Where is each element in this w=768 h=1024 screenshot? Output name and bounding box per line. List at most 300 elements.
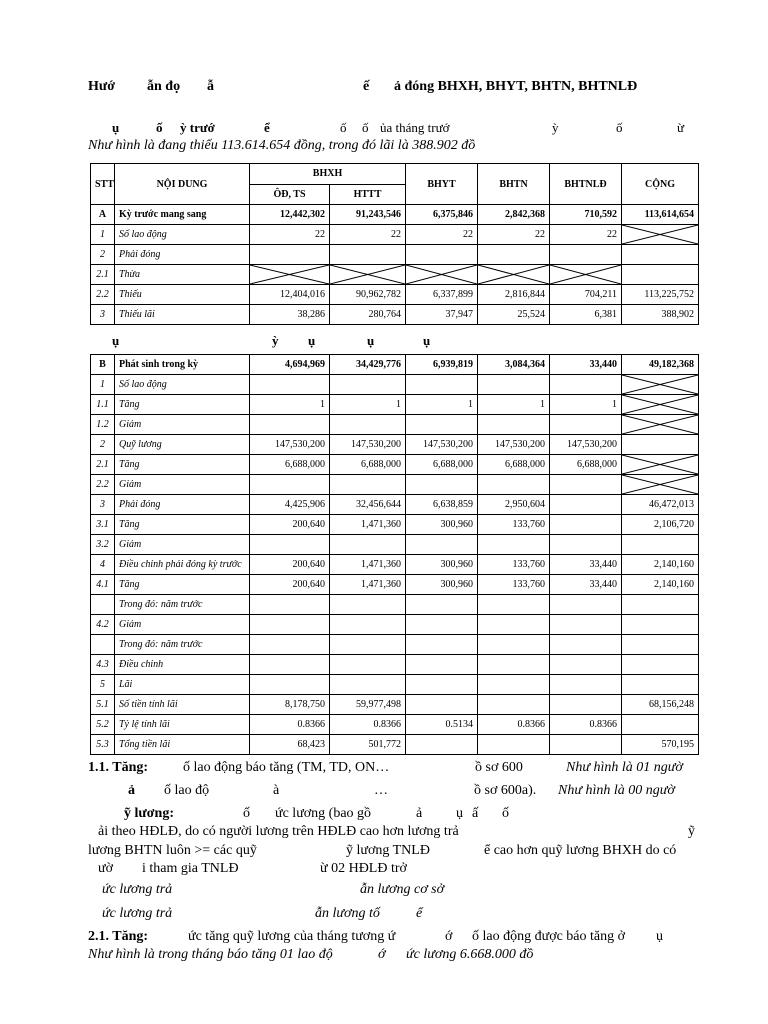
text-fragment: ức lương trả [102, 882, 173, 897]
text-fragment: ỹ lương TNLĐ [346, 843, 430, 858]
cell-label: Giảm [115, 475, 250, 495]
cell-label: Số lao động [115, 225, 250, 245]
table-row [91, 205, 699, 225]
cell-stt: 5.1 [91, 695, 115, 715]
cell-value: 25,524 [478, 305, 550, 325]
cell-label: Giảm [115, 615, 250, 635]
cell-value: 12,442,302 [250, 205, 330, 225]
text-fragment: ấ [472, 806, 479, 821]
cell-value [622, 435, 699, 455]
title-fragment: ẫn đọ [147, 79, 181, 94]
cell-value [622, 675, 699, 695]
cell-value: 0.8366 [250, 715, 330, 735]
para-quy-luong-line-2 [88, 824, 700, 842]
cell-value: 147,530,200 [550, 435, 622, 455]
cell-value [550, 695, 622, 715]
cell-crossed-out [250, 265, 330, 285]
cell-label: Trong đó: năm trước [115, 635, 250, 655]
text-fragment: ể cao hơn quỹ lương BHXH do có [484, 843, 677, 858]
cell-label: Tăng [115, 515, 250, 535]
cell-value: 6,688,000 [330, 455, 406, 475]
cell-value [550, 595, 622, 615]
cell-value [550, 245, 622, 265]
cell-value [550, 515, 622, 535]
cell-value: 33,440 [550, 575, 622, 595]
cell-value [330, 535, 406, 555]
cell-value: 147,530,200 [250, 435, 330, 455]
cell-stt: 5 [91, 675, 115, 695]
header-od-ts: ÔĐ, TS [250, 184, 330, 205]
cell-value: 133,760 [478, 515, 550, 535]
text-fragment: ớ [378, 947, 386, 962]
cell-value: 2,842,368 [478, 205, 550, 225]
cell-stt: 3.2 [91, 535, 115, 555]
cell-value [406, 655, 478, 675]
cell-value: 200,640 [250, 575, 330, 595]
cell-value [478, 415, 550, 435]
cell-value [622, 635, 699, 655]
table-row [91, 515, 699, 535]
para-1-1-line-1 [88, 760, 683, 776]
text-fragment: ẫn lương tố [315, 906, 380, 921]
cell-value [250, 535, 330, 555]
cell-value [478, 595, 550, 615]
cell-stt [91, 635, 115, 655]
cell-value: 33,440 [550, 555, 622, 575]
para-quy-luong-line-4 [88, 861, 688, 879]
cell-label: Kỳ trước mang sang [115, 205, 250, 225]
cell-stt: 2 [91, 245, 115, 265]
cell-value [478, 675, 550, 695]
cell-crossed-out [478, 265, 550, 285]
cell-value: 22 [330, 225, 406, 245]
text-fragment: à [273, 783, 280, 798]
table-row [91, 245, 699, 265]
cell-label: Thừa [115, 265, 250, 285]
cell-value [330, 415, 406, 435]
cell-value [406, 635, 478, 655]
cell-value [250, 595, 330, 615]
cell-label: Thiếu lãi [115, 305, 250, 325]
cell-label: Thiếu [115, 285, 250, 305]
heading-fragment: ố [156, 120, 163, 135]
cell-value [622, 715, 699, 735]
heading-fragment: ừ [677, 120, 685, 135]
text-fragment: i tham gia TNLĐ [142, 861, 239, 876]
text-fragment: ồ sơ 600 [475, 760, 523, 775]
cell-stt: A [91, 205, 115, 225]
text-fragment: … [374, 783, 388, 798]
header-stt: STT [91, 164, 115, 205]
title-fragment: ế [363, 79, 370, 94]
cell-value [550, 495, 622, 515]
cell-stt: 5.3 [91, 735, 115, 755]
cell-value: 1 [250, 395, 330, 415]
cell-value: 59,977,498 [330, 695, 406, 715]
cell-value: 6,337,899 [406, 285, 478, 305]
cell-value: 2,140,160 [622, 555, 699, 575]
cell-value [478, 615, 550, 635]
para-1-1-line-2 [88, 783, 688, 801]
para-quy-luong-line-3 [88, 843, 700, 861]
cell-value [250, 475, 330, 495]
heading-fragment: ỳ trướ [180, 120, 215, 135]
cell-label: Tăng [115, 575, 250, 595]
cell-stt: B [91, 355, 115, 375]
text-fragment: ố lao động được báo tăng ở [472, 929, 626, 944]
cell-value: 200,640 [250, 515, 330, 535]
header-bhtnld: BHTNLĐ [550, 164, 622, 205]
cell-value [406, 535, 478, 555]
table-row [91, 435, 699, 455]
cell-value [550, 375, 622, 395]
cell-label: Phải đóng [115, 245, 250, 265]
heading-fragment: ụ [308, 333, 316, 348]
cell-stt: 2.2 [91, 285, 115, 305]
cell-value: 0.5134 [406, 715, 478, 735]
cell-label: Tỷ lệ tính lãi [115, 715, 250, 735]
cell-label: Lãi [115, 675, 250, 695]
cell-value: 6,638,859 [406, 495, 478, 515]
cell-value [622, 245, 699, 265]
cell-value: 22 [478, 225, 550, 245]
cell-value: 2,816,844 [478, 285, 550, 305]
cell-label: Tăng [115, 455, 250, 475]
table-row [91, 735, 699, 755]
text-fragment: ớ [445, 929, 453, 944]
cell-value [406, 595, 478, 615]
para-quy-luong-line-1 [88, 806, 688, 824]
cell-value [550, 735, 622, 755]
para-label: ỹ lương: [124, 806, 174, 821]
table-row [91, 675, 699, 695]
text-fragment: ức lương 6.668.000 đồ [406, 947, 534, 962]
cell-stt [91, 595, 115, 615]
cell-value [330, 675, 406, 695]
para-label: 1.1. Tăng: [88, 760, 149, 775]
cell-value [330, 245, 406, 265]
cell-value [250, 635, 330, 655]
cell-value [622, 655, 699, 675]
cell-value: 6,688,000 [406, 455, 478, 475]
text-fragment: ể [416, 906, 423, 921]
cell-value [406, 675, 478, 695]
cell-value: 388,902 [622, 305, 699, 325]
table-row [91, 715, 699, 735]
cell-stt: 2.1 [91, 455, 115, 475]
cell-value: 22 [250, 225, 330, 245]
text-fragment: ố [243, 806, 250, 821]
cell-value [330, 375, 406, 395]
cell-value [406, 375, 478, 395]
cell-label: Tổng tiền lãi [115, 735, 250, 755]
cell-stt: 4.3 [91, 655, 115, 675]
cell-value [478, 635, 550, 655]
cell-value [250, 655, 330, 675]
text-fragment: ố [502, 806, 509, 821]
text-fragment: ườ [98, 861, 113, 876]
table-row [91, 615, 699, 635]
para-2-1-line-1 [88, 929, 688, 947]
text-fragment: Như hình là 00 ngườ [558, 783, 675, 798]
table-row [91, 495, 699, 515]
table-arising [90, 354, 699, 755]
cell-value: 6,375,846 [406, 205, 478, 225]
cell-value: 8,178,750 [250, 695, 330, 715]
cell-value [478, 655, 550, 675]
cell-crossed-out [330, 265, 406, 285]
cell-stt: 3.1 [91, 515, 115, 535]
heading-fragment: ể [264, 120, 270, 135]
table-row [91, 535, 699, 555]
cell-value: 12,404,016 [250, 285, 330, 305]
cell-value: 1 [550, 395, 622, 415]
text-fragment: ẫn lương cơ sở [360, 882, 445, 897]
header-bhxh: BHXH [250, 164, 406, 185]
cell-label: Phát sinh trong kỳ [115, 355, 250, 375]
cell-label: Quỹ lương [115, 435, 250, 455]
cell-value [406, 735, 478, 755]
cell-value [406, 415, 478, 435]
para-label: 2.1. Tăng: [88, 929, 149, 944]
text-fragment: ức lương trả [102, 906, 173, 921]
table-row [91, 695, 699, 715]
heading-fragment: ỳ [552, 120, 559, 135]
cell-value [478, 535, 550, 555]
cell-value [330, 635, 406, 655]
cell-stt: 5.2 [91, 715, 115, 735]
cell-stt: 4.2 [91, 615, 115, 635]
cell-value [478, 735, 550, 755]
heading-fragment: ụ [367, 333, 375, 348]
cell-value: 280,764 [330, 305, 406, 325]
cell-label: Số lao động [115, 375, 250, 395]
cell-value [406, 475, 478, 495]
title-fragment: Hướ [88, 79, 116, 94]
cell-label: Điều chỉnh [115, 655, 250, 675]
cell-value: 1 [478, 395, 550, 415]
cell-value [330, 615, 406, 635]
cell-value: 147,530,200 [330, 435, 406, 455]
text-fragment: ải theo HĐLĐ, do có người lương trên HĐLĐ cao hơn lương trả [98, 824, 459, 839]
cell-value: 38,286 [250, 305, 330, 325]
text-fragment: ỹ [688, 824, 695, 839]
text-fragment: ức tăng quỹ lương của tháng tương ứ [188, 929, 396, 944]
cell-value: 37,947 [406, 305, 478, 325]
text-fragment: ố lao động báo tăng (TM, TD, ON… [183, 760, 390, 775]
header-bhtn: BHTN [478, 164, 550, 205]
cell-value: 32,456,644 [330, 495, 406, 515]
cell-value: 6,688,000 [550, 455, 622, 475]
cell-stt: 2.2 [91, 475, 115, 495]
cell-label: Tăng [115, 395, 250, 415]
table-row [91, 455, 699, 475]
cell-value: 113,225,752 [622, 285, 699, 305]
table-row [91, 575, 699, 595]
cell-value: 1,471,360 [330, 575, 406, 595]
cell-value [330, 655, 406, 675]
cell-value: 300,960 [406, 515, 478, 535]
para-2-1-line-2 [88, 947, 688, 965]
cell-value: 1 [406, 395, 478, 415]
text-fragment: ừ 02 HĐLĐ trở [320, 861, 407, 876]
cell-value [622, 265, 699, 285]
cell-stt: 1.1 [91, 395, 115, 415]
cell-value [478, 245, 550, 265]
cell-label: Số tiền tính lãi [115, 695, 250, 715]
table-row [91, 225, 699, 245]
cell-stt: 3 [91, 495, 115, 515]
cell-stt: 4.1 [91, 575, 115, 595]
cell-value: 300,960 [406, 575, 478, 595]
table-row [91, 355, 699, 375]
header-httt: HTTT [330, 184, 406, 205]
heading-fragment: ỳ [272, 333, 279, 348]
cell-value [330, 595, 406, 615]
cell-value [250, 375, 330, 395]
heading-fragment: ố [362, 120, 369, 135]
cell-value [550, 615, 622, 635]
cell-crossed-out [406, 265, 478, 285]
heading-fragment: ố [340, 120, 347, 135]
header-cong: CỘNG [622, 164, 699, 205]
cell-stt: 4 [91, 555, 115, 575]
cell-value: 3,084,364 [478, 355, 550, 375]
text-fragment: ố lao độ [164, 783, 210, 798]
cell-value: 133,760 [478, 575, 550, 595]
cell-value: 2,140,160 [622, 575, 699, 595]
para-quy-luong-line-5 [88, 882, 688, 900]
cell-stt: 1 [91, 375, 115, 395]
text-fragment: ức lương (bao gồ [275, 806, 372, 821]
cell-value: 570,195 [622, 735, 699, 755]
cell-crossed-out [622, 225, 699, 245]
cell-value [250, 675, 330, 695]
cell-value: 46,472,013 [622, 495, 699, 515]
cell-value: 6,381 [550, 305, 622, 325]
cell-value [550, 475, 622, 495]
cell-value [478, 695, 550, 715]
table-row [91, 415, 699, 435]
cell-value: 147,530,200 [406, 435, 478, 455]
heading-fragment: ủa tháng trướ [380, 120, 450, 135]
table-a-body [91, 205, 699, 325]
cell-value [250, 615, 330, 635]
cell-value: 0.8366 [550, 715, 622, 735]
heading-fragment: ụ [112, 120, 120, 135]
cell-value: 68,156,248 [622, 695, 699, 715]
cell-value [550, 675, 622, 695]
cell-value [478, 475, 550, 495]
cell-value: 91,243,546 [330, 205, 406, 225]
cell-stt: 2.1 [91, 265, 115, 285]
heading-fragment: ụ [112, 333, 120, 348]
cell-value [406, 615, 478, 635]
table-row [91, 265, 699, 285]
para-quy-luong-line-6 [88, 906, 688, 924]
cell-stt: 1 [91, 225, 115, 245]
title-fragment: ả đóng BHXH, BHYT, BHTN, BHTNLĐ [394, 79, 638, 94]
text-fragment: ồ sơ 600a). [474, 783, 537, 798]
cell-value [406, 245, 478, 265]
table-row [91, 635, 699, 655]
cell-value: 0.8366 [330, 715, 406, 735]
cell-value: 22 [406, 225, 478, 245]
cell-value: 1,471,360 [330, 555, 406, 575]
cell-value [550, 635, 622, 655]
cell-value [406, 695, 478, 715]
cell-value [550, 655, 622, 675]
cell-crossed-out [622, 415, 699, 435]
cell-value: 6,688,000 [478, 455, 550, 475]
cell-value [478, 375, 550, 395]
cell-value: 133,760 [478, 555, 550, 575]
cell-value: 33,440 [550, 355, 622, 375]
cell-crossed-out [622, 475, 699, 495]
cell-value: 34,429,776 [330, 355, 406, 375]
text-fragment: ụ [656, 929, 663, 944]
text-fragment: Như hình là trong tháng báo tăng 01 lao độ [88, 947, 333, 962]
heading-fragment: ụ [423, 333, 431, 348]
cell-label: Phải đóng [115, 495, 250, 515]
cell-value: 0.8366 [478, 715, 550, 735]
cell-value: 1 [330, 395, 406, 415]
cell-crossed-out [622, 375, 699, 395]
cell-value: 1,471,360 [330, 515, 406, 535]
text-fragment: ả [416, 806, 423, 821]
cell-value: 68,423 [250, 735, 330, 755]
heading-fragment: ố [616, 120, 623, 135]
cell-value: 90,962,782 [330, 285, 406, 305]
text-fragment: ả [128, 783, 135, 798]
cell-value: 2,950,604 [478, 495, 550, 515]
cell-value: 6,939,819 [406, 355, 478, 375]
cell-value [250, 245, 330, 265]
table-row [91, 375, 699, 395]
intro-note: Như hình là đang thiếu 113.614.654 đồng, trong đó lãi là 388.902 đồ [88, 138, 476, 153]
text-fragment: Như hình là 01 ngườ [566, 760, 683, 775]
text-fragment: lương BHTN luôn >= các quỹ [88, 843, 257, 858]
cell-value: 147,530,200 [478, 435, 550, 455]
header-bhyt: BHYT [406, 164, 478, 205]
cell-label: Điều chỉnh phải đóng kỳ trước [115, 555, 250, 575]
cell-value [622, 615, 699, 635]
cell-crossed-out [622, 395, 699, 415]
cell-value: 49,182,368 [622, 355, 699, 375]
cell-value: 4,425,906 [250, 495, 330, 515]
title-fragment: ẫ [207, 79, 214, 94]
cell-value: 6,688,000 [250, 455, 330, 475]
cell-value [550, 415, 622, 435]
cell-value: 704,211 [550, 285, 622, 305]
cell-label: Giảm [115, 415, 250, 435]
cell-value: 200,640 [250, 555, 330, 575]
table-row [91, 305, 699, 325]
cell-label: Trong đó: năm trước [115, 595, 250, 615]
table-carried-over [90, 163, 699, 325]
cell-stt: 2 [91, 435, 115, 455]
cell-value [622, 535, 699, 555]
cell-value [622, 595, 699, 615]
table-b-body [91, 355, 699, 755]
table-row [91, 285, 699, 305]
table-row [91, 475, 699, 495]
cell-value: 4,694,969 [250, 355, 330, 375]
cell-value: 710,592 [550, 205, 622, 225]
cell-value [550, 535, 622, 555]
text-fragment: ụ [456, 806, 463, 821]
table-row [91, 555, 699, 575]
